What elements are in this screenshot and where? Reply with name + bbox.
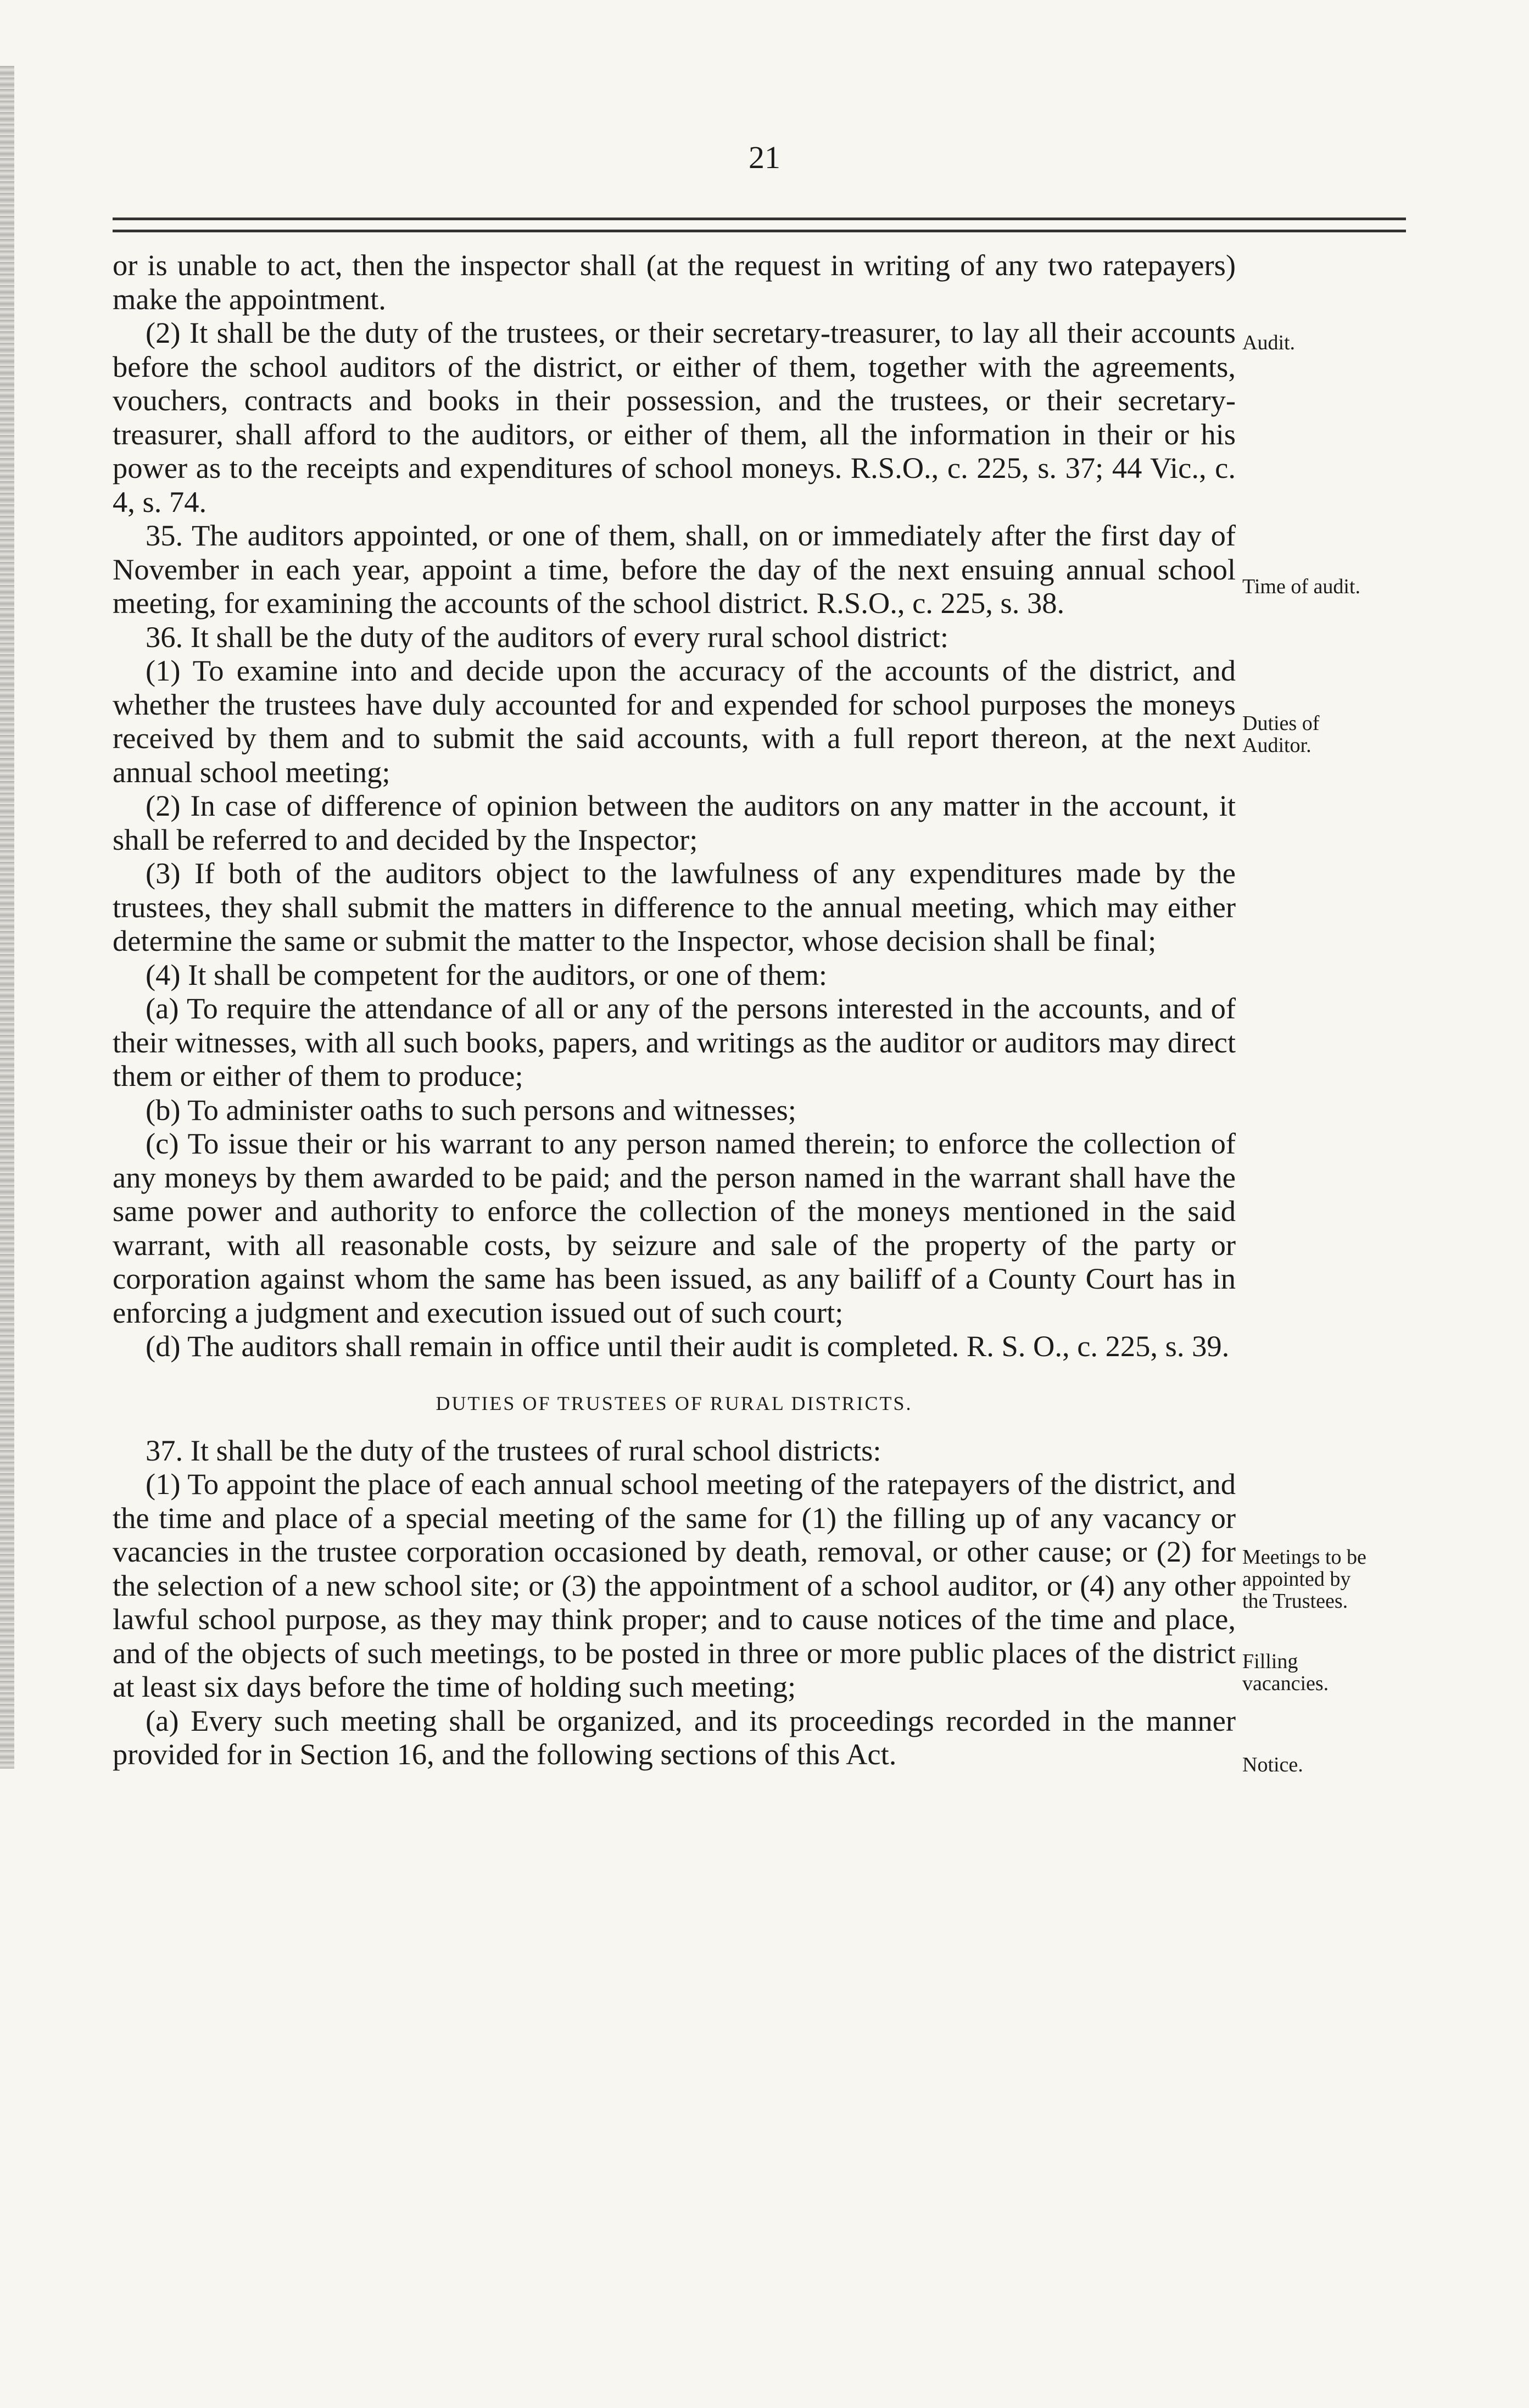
header-rule-bottom [113, 230, 1406, 232]
paragraph: (3) If both of the auditors object to the lawfulness of any expenditures made by the trustees, they shall submit the matters in difference to the annual meeting, which may either determine the same or submit the matter to the Inspector, whose decision shall be final; [113, 856, 1236, 957]
binding-edge-shadow [0, 66, 14, 1769]
paragraph: (c) To issue their or his warrant to any person named therein; to enforce the collection of any moneys by them awarded to be paid; and the person named in the warrant shall have the same power and authority to enforce the collection of the moneys mentioned in the said warrant, with all reasonable costs, by seizure and sale of the property of the party or corporation against whom the same has been issued, as any bailiff of a County Court has in enforcing a judgment and execution issued out of such court; [113, 1127, 1236, 1329]
paragraph: (2) In case of difference of opinion between the auditors on any matter in the account, it shall be referred to and decided by the Inspector; [113, 789, 1236, 856]
paragraph: 37. It shall be the duty of the trustees of rural school districts: [146, 1433, 881, 1467]
margin-note-notice: Notice. [1242, 1753, 1303, 1776]
margin-note-time-of-audit: Time of audit. [1242, 575, 1360, 598]
paragraph: (2) It shall be the duty of the trustees, or their secretary-treasurer, to lay all their accounts before the school auditors of the district, or either of them, together with the agreements, vouchers, contracts and books in their possession, and the trustees, or their secretary-treasurer, shall afford to the auditors, or either of them, all the information in their or his power as to the receipts and expenditures of school moneys. R.S.O., c. 225, s. 37; 44 Vic., c. 4, s. 74. [113, 316, 1236, 519]
margin-note-duties-of-auditor: Duties of Auditor. [1242, 712, 1320, 757]
header-rule-top [113, 218, 1406, 220]
section-heading: DUTIES OF TRUSTEES OF RURAL DISTRICTS. [436, 1392, 913, 1414]
paragraph: (a) To require the attendance of all or any of the persons interested in the accounts, and of their witnesses, with all such books, papers, and writings as the auditor or auditors may direct them or either of them to produce; [113, 991, 1236, 1092]
margin-note-meetings-appointed: Meetings to be appointed by the Trustees. [1242, 1546, 1366, 1613]
page-number: 21 [749, 140, 780, 175]
margin-note-audit: Audit. [1242, 331, 1296, 354]
paragraph: (4) It shall be competent for the auditors, or one of them: [146, 957, 828, 991]
body-text [113, 248, 1236, 1771]
paragraph: (1) To examine into and decide upon the accuracy of the accounts of the district, and whether the trustees have duly accounted for and expended for school purposes the moneys received by them and to submit the said accounts, with a full report thereon, at the next annual school meeting; [113, 654, 1236, 789]
paragraph: (b) To administer oaths to such persons and witnesses; [146, 1092, 796, 1127]
paragraph: 35. The auditors appointed, or one of them, shall, on or immediately after the first day of November in each year, appoint a time, before the day of the next ensuing annual school meeting, for examining the accounts of the school district. R.S.O., c. 225, s. 38. [113, 519, 1236, 620]
paragraph: (d) The auditors shall remain in office until their audit is completed. R. S. O., c. 225, s. 39. [146, 1329, 1230, 1363]
margin-note-filling-vacancies: Filling vacancies. [1242, 1650, 1329, 1695]
paragraph: (a) Every such meeting shall be organized, and its proceedings recorded in the manner provided for in Section 16, and the following sections of this Act. [113, 1703, 1236, 1771]
paragraph: (1) To appoint the place of each annual school meeting of the ratepayers of the district, and the time and place of a special meeting of the same for (1) the filling up of any vacancy or vacancies in the trustee corporation occasioned by death, removal, or other cause; or (2) for the selection of a new school site; or (3) the appointment of a school auditor, or (4) any other lawful school purpose, as they may think proper; and to cause notices of the time and place, and of the objects of such meetings, to be posted in three or more public places of the district at least six days before the time of holding such meeting; [113, 1467, 1236, 1703]
paragraph: or is unable to act, then the inspector shall (at the request in writing of any two ratepayers) make the appointment. [113, 248, 1236, 316]
paragraph: 36. It shall be the duty of the auditors of every rural school district: [146, 620, 949, 654]
